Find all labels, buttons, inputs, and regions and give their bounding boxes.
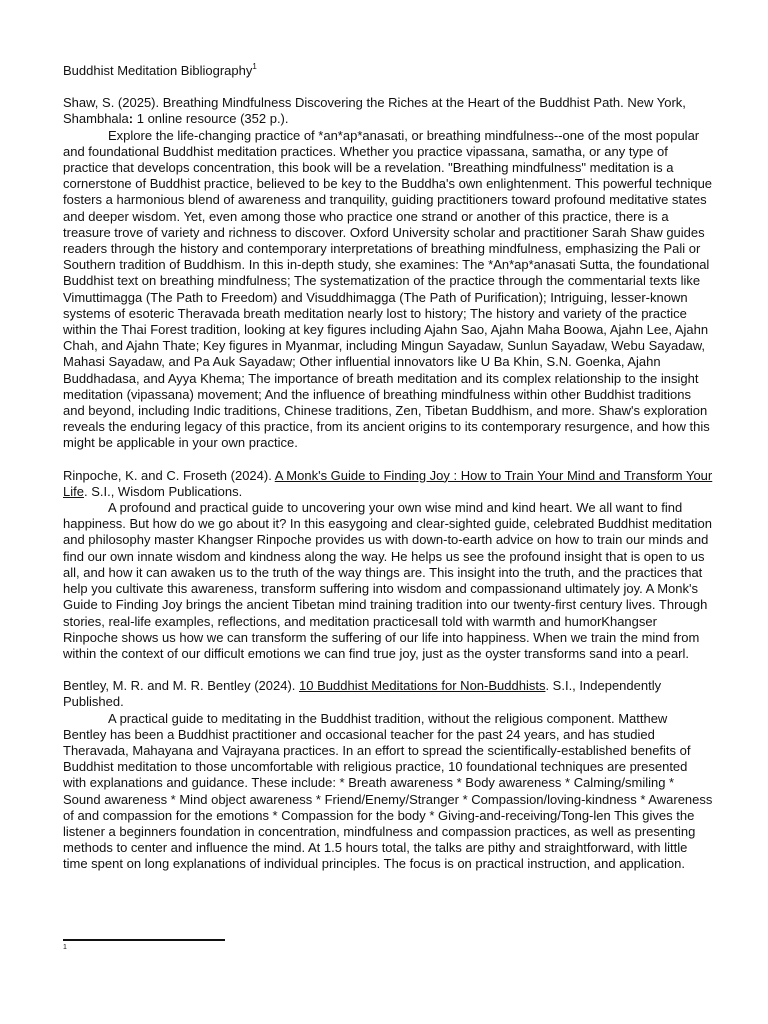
footnote-separator <box>63 939 225 941</box>
bibliography-entry-bentley <box>63 678 713 872</box>
abstract-paragraph: Explore the life-changing practice of *an*ap*anasati, or breathing mindfulness--one of the most popular and foundational Buddhist meditation practices. Whether you practice vipassana, samatha, or any type of practice that develops concentration, this book will be a revelation. "Breathing mindfulness" meditation is a cornerstone of Buddhist practice, believed to be key to the Buddha's own enlightenment. This powerful technique fosters a harmonious blend of awareness and tranquility, guiding practitioners toward profound meditative states and deeper wisdom. Yet, even among those who practice one strand or another of this practice, there is a treasure trove of variety and richness to discover. Oxford University scholar and practitioner Sarah Shaw guides readers through the history and contemporary interpretations of breathing mindfulness, emphasizing the Pali or Southern tradition of Buddhism. In this in-depth study, she examines: The *An*ap*anasati Sutta, the foundational Buddhist text on breathing mindfulness; The systematization of the practice through the commentarial texts like Vimuttimagga (The Path to Freedom) and Visuddhimagga (The Path of Purification); Intriguing, lesser-known systems of esoteric Theravada breath meditation nearly lost to history; The history and variety of the practice within the Thai Forest tradition, looking at key figures including Ajahn Sao, Ajahn Maha Boowa, Ajahn Lee, Ajahn Chah, and Ajahn Thate; Key figures in Myanmar, including Mingun Sayadaw, Sunlun Sayadaw, Webu Sayadaw, Mahasi Sayadaw, and Pa Auk Sayadaw; Other influential innovators like U Ba Khin, S.N. Goenka, Ajahn Buddhadasa, and Ayya Khema; The importance of breath meditation and its complex relationship to the insight meditation (vipassana) movement; And the influence of breathing mindfulness within other Buddhist traditions and beyond, including Indic traditions, Chinese traditions, Zen, Tibetan Buddhism, and more. Shaw's exploration reveals the enduring legacy of this practice, from its ancient origins to its contemporary resurgence, and how this might be applicable in your own practice. <box>63 127 713 451</box>
abstract-paragraph: A practical guide to meditating in the Buddhist tradition, without the religious component. Matthew Bentley has been a Buddhist practitioner and occasional teacher for the past 24 years, and has studied Theravada, Mahayana and Vajrayana practices. In an effort to spread the scientifically-established benefits of Buddhist meditation to those uncomfortable with religious practice, 10 foundational techniques are presented with explanations and guidance. These include: * Breath awareness * Body awareness * Calming/smiling * Sound awareness * Mind object awareness * Friend/Enemy/Stranger * Compassion/loving-kindness * Awareness of and compassion for the emotions * Compassion for the body * Giving-and-receiving/Tong-len This gives the listener a beginners foundation in concentration, mindfulness and compassion practices, as well as presenting methods to center and influence the mind. At 1.5 hours total, the talks are pithy and straightforward, with little time spent on long explanations of individual principles. The focus is on practical instruction, and application. <box>63 710 713 872</box>
citation-text: Shaw, S. (2025). Breathing Mindfulness Discovering the Riches at the Heart of the Buddhist Path. New York, Shambhala <box>63 95 686 127</box>
document-page <box>63 63 713 889</box>
citation <box>63 678 713 710</box>
bibliography-entry-shaw <box>63 95 713 451</box>
book-title-link[interactable]: 10 Buddhist Meditations for Non-Buddhists <box>299 678 546 694</box>
title-footnote-ref[interactable]: 1 <box>252 61 257 71</box>
citation-colon: : <box>128 111 134 127</box>
abstract-paragraph: A profound and practical guide to uncovering your own wise mind and kind heart. We all want to find happiness. But how do we go about it? In this easygoing and clear-sighted guide, celebrated Buddhist meditation and philosophy master Khangser Rinpoche provides us with down-to-earth advice on how to train our minds and find our own innate wisdom and kindness along the way. He helps us see the profound insight that is open to us all, and how it can awaken us to the truth of the way things are. This insight into the truth, and the practices that help you cultivate this awareness, transform suffering into wisdom and compassionand ultimately joy. A Monk's Guide to Finding Joy brings the ancient Tibetan mind training tradition into our twenty-first century lives. Through stories, real-life examples, reflections, and meditation practicesall told with warmth and humorKhangser Rinpoche shows us how we can transform the suffering of our life into happiness. When we train the mind from within the context of our difficult emotions we can find true joy, just as the oyster transforms sand into a pearl. <box>63 500 712 661</box>
citation-publisher-detail: 1 online resource (352 p.). <box>133 111 289 127</box>
citation-authors-year: Rinpoche, K. and C. Froseth (2024). <box>63 467 275 483</box>
footnote-marker: 1 <box>63 944 67 951</box>
bibliography-entry-rinpoche <box>63 468 713 662</box>
citation-publisher-detail: . S.I., Wisdom Publications. <box>83 483 243 499</box>
document-title-text: Buddhist Meditation Bibliography <box>63 63 253 78</box>
document-title <box>63 63 713 79</box>
citation <box>63 468 713 500</box>
citation-publisher-detail: . S.I., Independently Published. <box>63 678 662 710</box>
citation-authors-year: Bentley, M. R. and M. R. Bentley (2024). <box>63 678 300 694</box>
book-title-link[interactable]: A Monk's Guide to Finding Joy : How to Train Your Mind and Transform Your Life <box>63 467 713 499</box>
citation <box>63 95 713 127</box>
